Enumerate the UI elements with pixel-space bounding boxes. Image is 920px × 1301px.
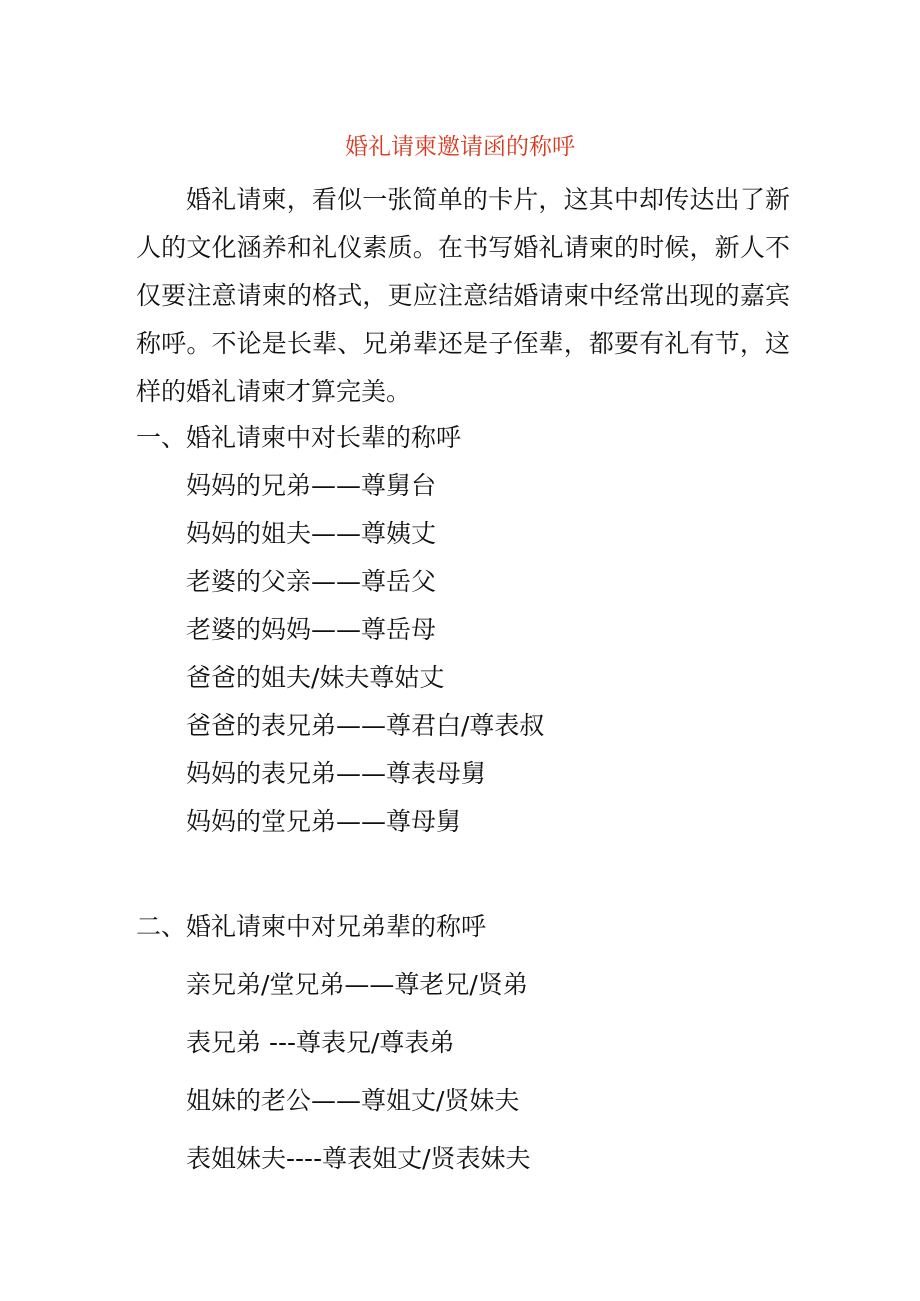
intro-paragraph: 婚礼请柬，看似一张简单的卡片，这其中却传达出了新人的文化涵养和礼仪素质。在书写婚礼请柬的时候，新人不仅要注意请柬的格式，更应注意结婚请柬中经常出现的嘉宾称呼。不论是长辈、兄弟辈还是子侄辈，都要有礼有节，这样的婚礼请柬才算完美。 bbox=[136, 185, 790, 406]
list-item: 妈妈的兄弟——尊舅台 bbox=[186, 471, 437, 500]
document-title: 婚礼请柬邀请函的称呼 bbox=[345, 134, 575, 160]
list-item: 老婆的父亲——尊岳父 bbox=[186, 567, 437, 596]
section-heading-siblings: 二、婚礼请柬中对兄弟辈的称呼 bbox=[136, 912, 487, 941]
list-item: 妈妈的表兄弟——尊表母舅 bbox=[186, 759, 487, 788]
list-item: 亲兄弟/堂兄弟——尊老兄/贤弟 bbox=[186, 970, 528, 999]
section-heading-elders: 一、婚礼请柬中对长辈的称呼 bbox=[136, 423, 462, 452]
list-item: 姐妹的老公——尊姐丈/贤妹夫 bbox=[186, 1086, 520, 1115]
list-item: 妈妈的堂兄弟——尊母舅 bbox=[186, 807, 462, 836]
list-item: 表姐妹夫----尊表姐丈/贤表妹夫 bbox=[186, 1144, 531, 1173]
list-item: 妈妈的姐夫——尊姨丈 bbox=[186, 519, 437, 548]
list-item: 爸爸的姐夫/妹夫尊姑丈 bbox=[186, 663, 445, 692]
list-item: 老婆的妈妈——尊岳母 bbox=[186, 615, 437, 644]
list-item: 爸爸的表兄弟——尊君白/尊表叔 bbox=[186, 711, 545, 740]
list-item: 表兄弟 ---尊表兄/尊表弟 bbox=[186, 1028, 455, 1057]
